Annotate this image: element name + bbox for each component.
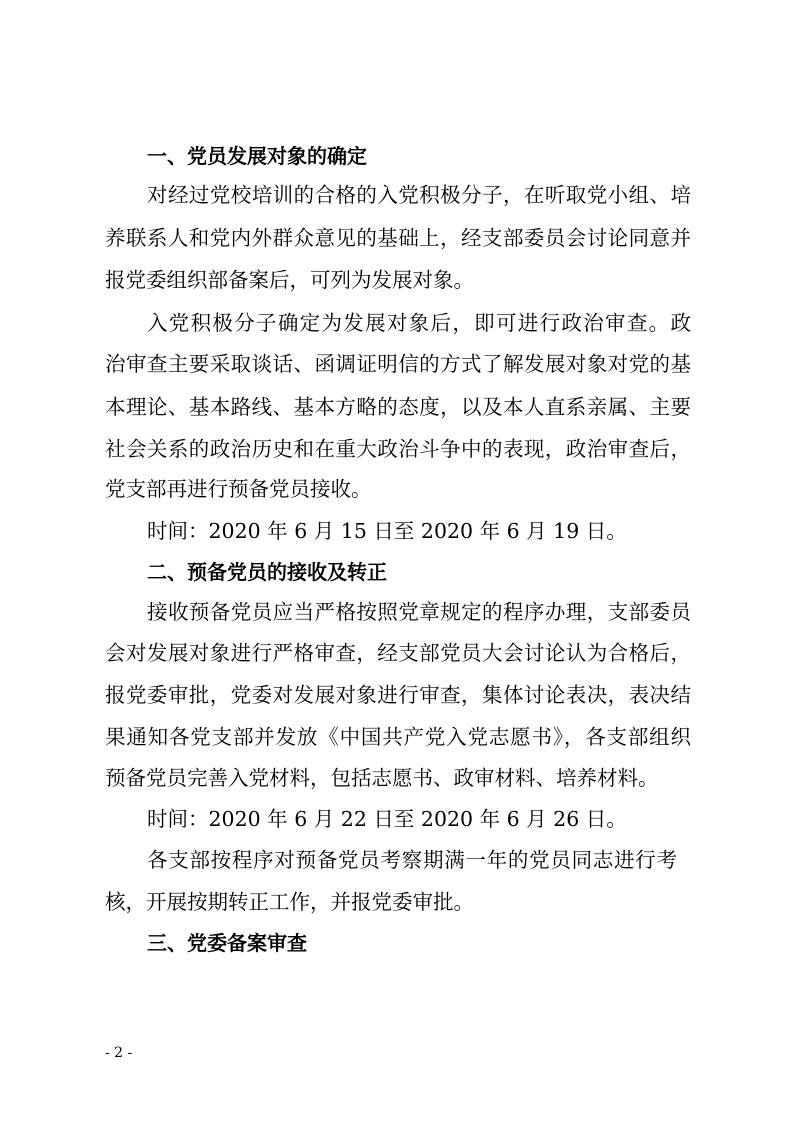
paragraph-line: 养联系人和党内外群众意见的基础上，经支部委员会讨论同意并 (105, 226, 691, 250)
paragraph-line: 党支部再进行预备党员接收。 (105, 477, 372, 501)
section-heading-1: 一、党员发展对象的确定 (147, 144, 367, 168)
paragraph-line: 入党积极分子确定为发展对象后，即可进行政治审查。政 (147, 311, 691, 335)
paragraph-line: 接收预备党员应当严格按照党章规定的程序办理，支部委员 (147, 600, 691, 624)
paragraph-line: 报党委审批，党委对发展对象进行审查，集体讨论表决，表决结 (105, 683, 691, 707)
section-heading-2: 二、预备党员的接收及转正 (147, 560, 387, 584)
paragraph-line: 本理论、基本路线、基本方略的态度，以及本人直系亲属、主要 (105, 395, 691, 419)
paragraph-line: 核，开展按期转正工作，并报党委审批。 (105, 890, 474, 914)
date-line: 时间：2020 年 6 月 22 日至 2020 年 6 月 26 日。 (147, 807, 627, 831)
paragraph-line: 果通知各党支部并发放《中国共产党入党志愿书》，各支部组织 (105, 725, 691, 749)
paragraph-line: 治审查主要采取谈话、函调证明信的方式了解发展对象对党的基 (105, 352, 691, 376)
date-line: 时间：2020 年 6 月 15 日至 2020 年 6 月 19 日。 (147, 519, 627, 543)
paragraph-line: 预备党员完善入党材料，包括志愿书、政审材料、培养材料。 (105, 766, 659, 790)
paragraph-line: 社会关系的政治历史和在重大政治斗争中的表现，政治审查后， (105, 437, 691, 461)
section-heading-3: 三、党委备案审查 (147, 931, 307, 955)
page-number: - 2 - (105, 1045, 133, 1061)
paragraph-line: 对经过党校培训的合格的入党积极分子，在听取党小组、培 (147, 183, 691, 207)
paragraph-line: 会对发展对象进行严格审查，经支部党员大会讨论认为合格后， (105, 641, 691, 665)
paragraph-line: 报党委组织部备案后，可列为发展对象。 (105, 268, 474, 292)
paragraph-line: 各支部按程序对预备党员考察期满一年的党员同志进行考 (147, 848, 677, 872)
